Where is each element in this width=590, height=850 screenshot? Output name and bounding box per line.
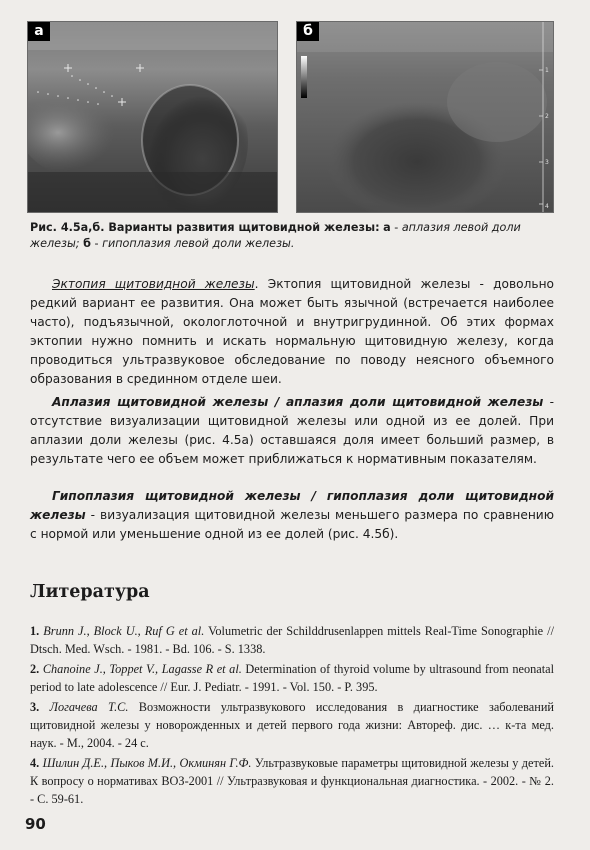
caption-b-text: гипоплазия левой доли железы.	[102, 237, 295, 250]
ref-text: Determination of thyroid volume by ultrasound from neonatal period to late adolescence // Eur. J. Pediatr. - 1991. - Vol. 150. - P. 395.	[30, 662, 554, 694]
caption-a-letter: а	[383, 221, 391, 234]
ref-text: Возможности ультразвукового исследования в диагностике заболеваний щитовидной железы у новорожденных и детей первого года жизни: Автореф. дис. … к-та мед. наук. - М., 2004. - 24 с.	[30, 700, 554, 750]
ultrasound-image-a	[27, 21, 278, 213]
ref-number: 1.	[30, 624, 40, 638]
caption-prefix: Рис. 4.5а,б. Варианты развития щитовидной железы:	[30, 221, 380, 234]
depth-mark-2: 2	[545, 113, 549, 120]
text-hypoplasia: - визуализация щитовидной железы меньшего размера по сравнению с нормой или уменьшение одной из ее долей (рис. 4.5б).	[30, 508, 554, 541]
ultrasound-scan-a	[28, 22, 277, 212]
ref-authors: Шилин Д.Е., Пыков М.И., Окминян Г.Ф.	[42, 756, 252, 770]
text-aplasia: - отсутствие визуализации щитовидной железы или одной из ее долей. При аплазии доли железы (рис. 4.5а) оставшаяся доля имеет больший размер, в результате чего ее объем может приближаться к нормативным показателям.	[30, 395, 554, 466]
term-hypoplasia: Гипоплазия щитовидной железы / гипоплазия доли щитовидной железы	[30, 489, 554, 522]
reference-item	[30, 754, 554, 808]
depth-mark-4: 4	[545, 203, 549, 210]
caption-b-letter: б	[83, 237, 91, 250]
ref-authors: Логачева Т.С.	[49, 700, 129, 714]
ref-text: Volumetric der Schilddrusenlappen mittels Real-Time Sonographie // Dtsch. Med. Wsch. - 1981. - Bd. 106. - S. 1338.	[30, 624, 554, 656]
paragraph-aplasia	[30, 393, 554, 469]
text-ectopia: . Эктопия щитовидной железы - довольно редкий вариант ее развития. Она может быть язычной (встречается наиболее часто), подъязычной, окологлоточной и внутригрудинной. Об этих формах эктопии нужно помнить и искать нормальную щитовидную железу, когда проводиться ультразвуковое обследование по поводу неясного объемного образования в срединном отделе шеи.	[30, 277, 554, 386]
ref-authors: Brunn J., Block U., Ruf G et al.	[43, 624, 205, 638]
paragraph-ectopia	[30, 275, 554, 389]
reference-item	[30, 622, 554, 658]
ultrasound-image-b	[296, 21, 554, 213]
paragraph-hypoplasia	[30, 487, 554, 544]
term-aplasia: Аплазия щитовидной железы / аплазия доли щитовидной железы	[52, 395, 544, 409]
ref-number: 2.	[30, 662, 40, 676]
page-number: 90	[25, 815, 46, 833]
panel-label-a: а	[28, 22, 50, 41]
depth-mark-1: 1	[545, 67, 549, 74]
ultrasound-scan-b	[297, 22, 553, 212]
reference-item	[30, 660, 554, 696]
panel-label-b: б	[297, 22, 319, 41]
caption-a-text: аплазия левой доли железы;	[30, 221, 521, 250]
term-ectopia: Эктопия щитовидной железы	[52, 277, 255, 291]
depth-mark-3: 3	[545, 159, 549, 166]
reference-list	[30, 622, 554, 810]
ref-authors: Chanoine J., Toppet V., Lagasse R et al.	[42, 662, 242, 676]
ref-text: Ультразвуковые параметры щитовидной железы у детей. К вопросу о нормативах ВОЗ-2001 // Ультразвуковая и функциональная диагностика. - 2002. - № 2. - С. 59-61.	[30, 756, 554, 806]
grayscale-bar	[301, 56, 307, 98]
literature-heading: Литература	[30, 582, 150, 602]
ref-number: 3.	[30, 700, 40, 714]
reference-item	[30, 698, 554, 752]
ref-number: 4.	[30, 756, 40, 770]
figure-caption: Рис. 4.5а,б. Варианты развития щитовидной железы: а - аплазия левой доли железы; б - гипоплазия левой доли железы.	[30, 221, 521, 250]
